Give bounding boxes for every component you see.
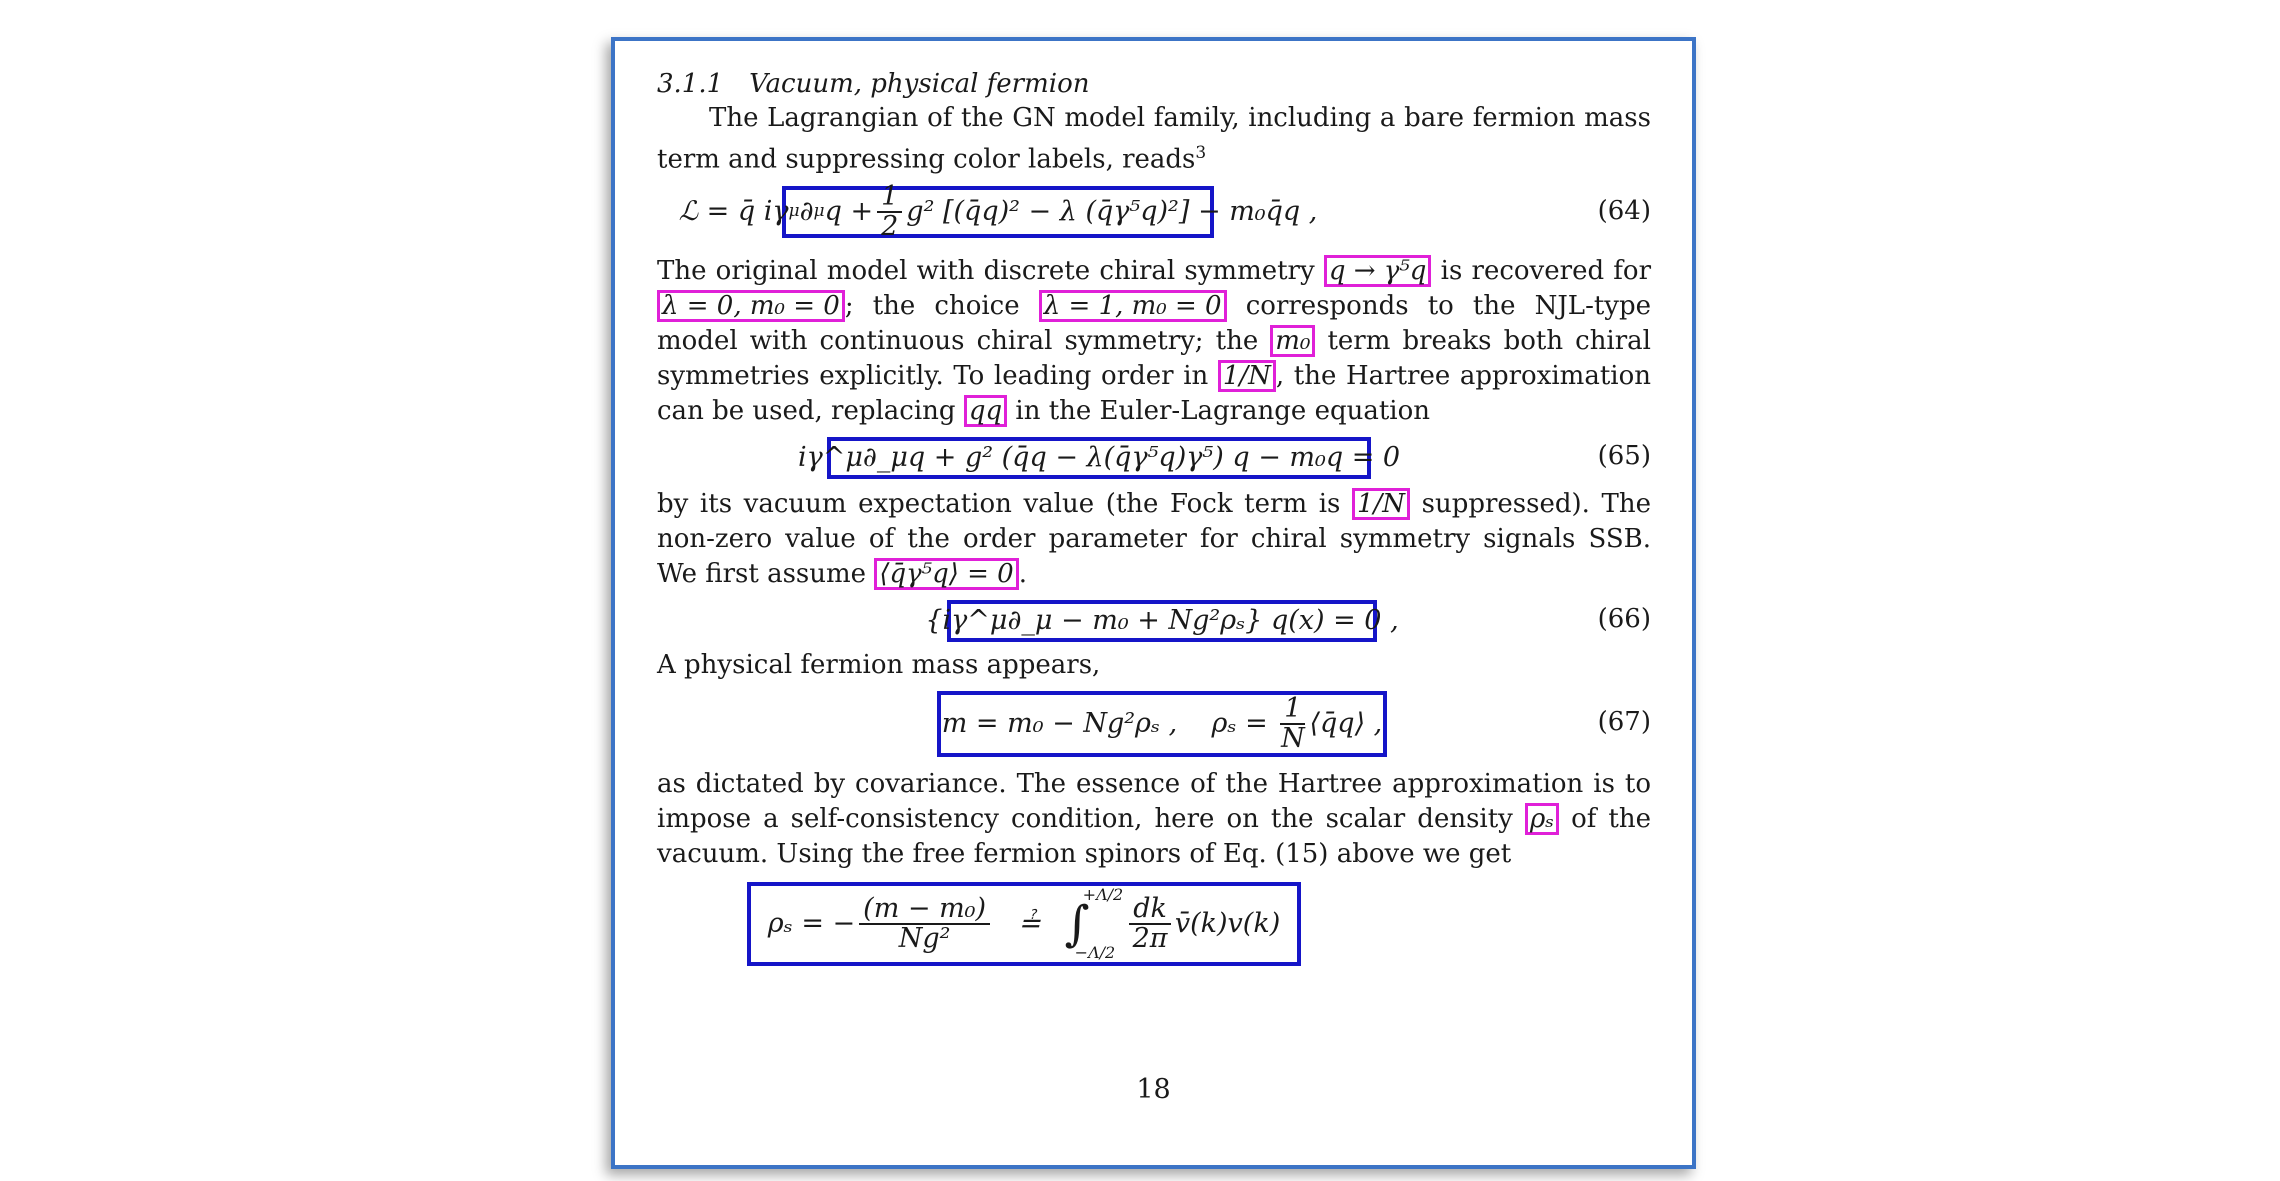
eqlast-fraction [859,892,990,954]
paragraph-intro [657,101,1651,178]
text-span: ; the choice [844,290,1020,321]
eq67-part-b: ⟨q̄q⟩ , [1309,708,1383,740]
equation-66-box: {iγ^μ∂_μ − m₀ + Ng²ρₛ} q(x) = 0 , [947,600,1377,642]
math-njl-case: λ = 1, m₀ = 0 [1039,290,1227,322]
eqlast-dk-num: dk [1129,895,1171,925]
eq67-frac-den: N [1281,722,1305,754]
eq67-fraction [1280,692,1305,754]
paragraph-mass: A physical fermion mass appears, [657,649,1101,680]
equation-67-row [657,683,1651,767]
page-number: 18 [1136,1074,1171,1105]
equation-65-row [657,429,1651,487]
equation-66-number: (66) [1597,603,1651,634]
eq67-frac-num: 1 [1280,695,1305,725]
equation-64-row [657,178,1651,254]
equation-65-number: (65) [1597,440,1651,471]
eqlast-frac-den: Ng² [898,922,951,954]
eqlast-upper-limit: +Λ/2 [1082,884,1124,904]
footnote-marker: 3 [1195,143,1207,163]
eq64-tail: g² [(q̄q)² − λ (q̄γ⁵q)²] − m₀q̄q , [906,196,1318,228]
eq64-lhs: ℒ = q̄ iγ [678,196,789,228]
eqlast-lower-limit: −Λ/2 [1074,942,1116,962]
math-rho-s: ρₛ [1525,803,1559,835]
eq64-fraction [877,180,902,242]
eqlast-dk-fraction [1129,892,1171,954]
text-span: by its vacuum expectation value (the Fock term is [657,488,1341,519]
paragraph-hartree [657,767,1651,872]
equation-66-row [657,592,1651,648]
equation-64-number: (64) [1597,195,1651,226]
text-span: is recovered for [1440,255,1651,286]
eqlast-defeq: ≟ [1018,908,1041,940]
eqlast-rhs: v̄(k)v(k) [1174,908,1281,940]
text-span: The original model with discrete chiral symmetry [657,255,1315,286]
math-gn-case: λ = 0, m₀ = 0 [657,290,845,322]
eq67-part-a: m = m₀ − Ng²ρₛ , ρₛ = [941,708,1277,740]
equation-self-consistency-box [747,882,1301,966]
eq64-frac-den: 2 [881,210,899,242]
math-one-over-n-2: 1/N [1352,488,1410,520]
section-number: 3.1.1 [657,69,724,99]
text-span: , the Hartree approximation can be used, replacing [657,360,1651,426]
paragraph-text: The Lagrangian of the GN model family, including a bare fermion mass term and suppressing color labels, reads [657,103,1651,175]
text-span: corresponds to the NJL-type model with continuous chiral symmetry; the [657,290,1652,356]
math-one-over-n: 1/N [1218,360,1276,392]
eq64-frac-num: 1 [877,183,902,213]
equation-65-box: iγ^μ∂_μq + g² (q̄q − λ(q̄γ⁵q)γ⁵) q − m₀q = 0 [827,437,1371,479]
math-m0: m₀ [1270,325,1315,357]
paragraph-fock [657,487,1651,592]
math-pseudo-condition: ⟨q̄γ⁵q⟩ = 0 [874,558,1018,590]
eqlast-lhs: ρₛ = − [767,908,856,940]
equation-67-number: (67) [1597,706,1651,737]
section-heading [657,67,1651,101]
text-span: as dictated by covariance. The essence of the Hartree approximation is to impose a self-consistency condition, here on the scalar density [657,768,1651,834]
text-span: suppressed). The non-zero value of the order parameter for chiral symmetry signals SSB. We first assume [657,488,1651,589]
document-page [611,37,1696,1169]
eqlast-integral-sign: ∫ [1064,895,1090,952]
equation-64-box: ℒ = q̄ iγ μ ∂ μ q + $\frac{1}{2}$ g² [(q̄q)² − λ (q̄γ⁵q)²] − m₀q̄q , [678,180,1318,242]
page-content [657,67,1651,962]
text-span: in the Euler-Lagrange equation [1015,395,1431,426]
paragraph-chiral [657,254,1651,429]
eqlast-frac-num: (m − m₀) [859,895,990,925]
text-span: of the vacuum. Using the free fermion spinors of Eq. (15) above we get [657,803,1652,869]
eq64-rest: q + [824,196,874,228]
eq64-partial: ∂ [799,196,814,228]
math-chiral-transform: q → γ⁵q [1324,255,1432,287]
section-title: Vacuum, physical fermion [749,69,1090,99]
equation-self-consistency-row [657,872,1651,962]
eqlast-integral-limits [1065,886,1124,962]
equation-67-box [937,691,1387,757]
text-span: . [1018,558,1027,589]
text-span: term breaks both chiral symmetries explicitly. To leading order in [657,325,1651,391]
math-qq: qq [964,395,1007,427]
eqlast-dk-den: 2π [1132,922,1168,954]
